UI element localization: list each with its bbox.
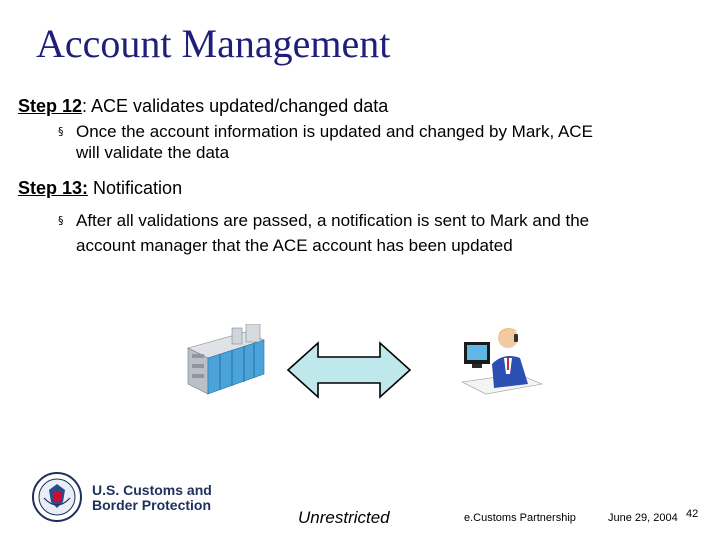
step-12-bullet-line1: Once the account information is updated and changed by Mark, ACE — [76, 122, 593, 141]
account-manager-icon — [458, 322, 544, 398]
step-13-text: Notification — [88, 178, 183, 198]
slide-date: June 29, 2004 — [608, 512, 678, 524]
agency-name-line2: Border Protection — [92, 497, 212, 513]
bullet-icon: § — [58, 214, 64, 227]
agency-name-line1: U.S. Customs and — [92, 482, 212, 498]
classification-label: Unrestricted — [298, 508, 390, 527]
cbp-seal-icon — [32, 472, 82, 522]
page-number: 42 — [686, 508, 699, 520]
step-13-bullet-line2: account manager that the ACE account has been updated — [76, 236, 513, 255]
step-13-heading — [18, 178, 182, 199]
step-13-label: Step 13: — [18, 178, 89, 198]
step-12-text: : ACE validates updated/changed data — [82, 96, 389, 116]
bidirectional-arrow-icon — [286, 340, 412, 400]
agency-name — [92, 483, 212, 513]
server-rack-icon — [184, 324, 268, 396]
step-12-bullet-line2: will validate the data — [76, 143, 230, 162]
bullet-icon: § — [58, 125, 64, 138]
slide-title: Account Management — [36, 21, 391, 66]
partnership-label: e.Customs Partnership — [464, 512, 576, 524]
step-13-bullet-line1: After all validations are passed, a notification is sent to Mark and the — [76, 211, 590, 230]
step-12-heading — [18, 96, 388, 117]
step-12-label: Step 12 — [18, 96, 83, 116]
